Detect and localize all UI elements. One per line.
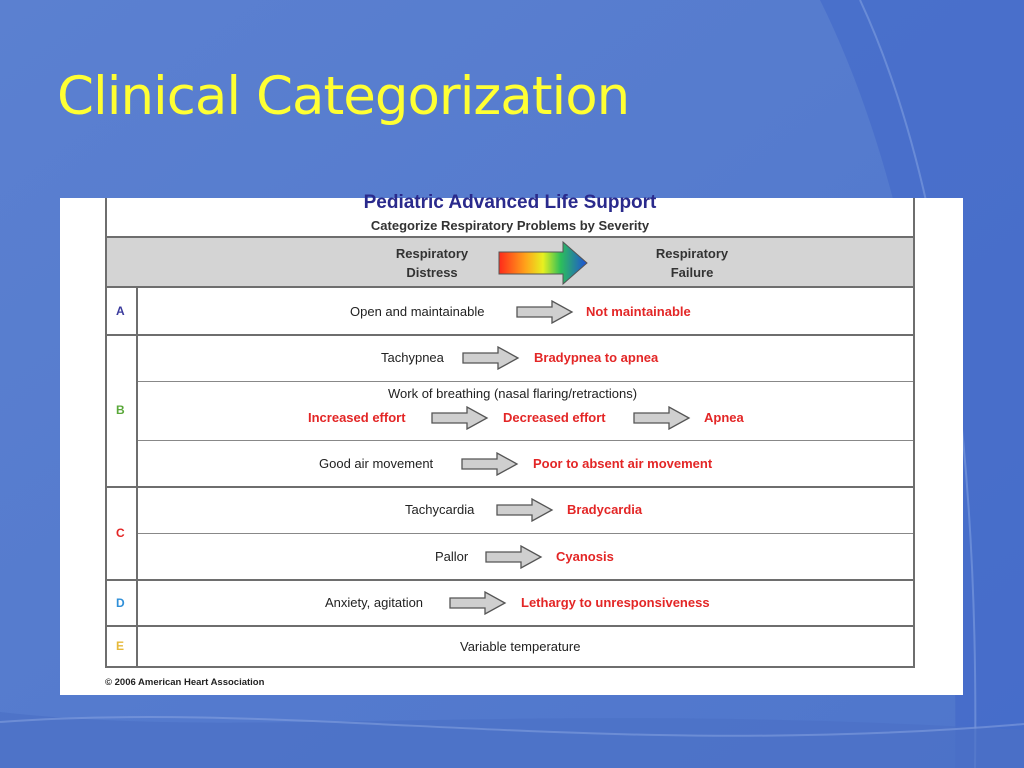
row-heart-rate [138,498,913,522]
row-d1-to: Lethargy to unresponsiveness [521,595,710,610]
arrow-right-icon [449,591,507,615]
row-b2-heading: Work of breathing (nasal flaring/retractions) [388,386,638,401]
row-d1-from: Anxiety, agitation [325,595,424,610]
row-a1-from: Open and maintainable [350,304,485,319]
row-c2-to: Cyanosis [556,549,614,564]
category-letter-b: B [116,403,125,417]
arrow-right-icon [485,545,543,569]
category-letter-d: D [116,596,125,610]
divider [107,334,913,336]
arrow-right-icon [516,300,574,324]
arrow-right-icon [431,406,489,430]
row-c2-from: Pallor [435,549,469,564]
row-skin-color [138,545,913,569]
row-a1-to: Not maintainable [586,304,691,319]
category-letter-c: C [116,526,125,540]
row-c1-from: Tachycardia [405,502,475,517]
row-mental-status [138,591,913,615]
category-letter-e: E [116,639,125,653]
divider [138,533,913,534]
distress-label [367,244,497,282]
figure-header [107,192,913,238]
row-b2-step1: Increased effort [308,410,406,425]
row-b1-to: Bradypnea to apnea [534,350,659,365]
arrow-right-icon [462,346,520,370]
row-airway [138,300,913,324]
figure-subtitle: Categorize Respiratory Problems by Severity [370,218,650,233]
row-b1-from: Tachypnea [381,350,444,365]
category-letter-a: A [116,304,125,318]
row-e1-text: Variable temperature [460,639,581,654]
row-b3-to: Poor to absent air movement [533,456,713,471]
slide-title: Clinical Categorization [57,66,630,127]
row-temperature [138,635,913,659]
divider [107,486,913,488]
distress-label-line1: Respiratory [395,246,469,261]
divider [138,381,913,382]
copyright-notice: © 2006 American Heart Association [105,677,265,688]
severity-table [105,192,915,668]
failure-label [627,244,757,282]
pals-figure [60,192,963,695]
figure-title: Pediatric Advanced Life Support [363,192,657,213]
row-breathing-rate [138,346,913,370]
severity-band [107,238,913,288]
distress-label-line2: Distress [406,265,458,280]
arrow-right-icon [461,452,519,476]
row-b3-from: Good air movement [319,456,434,471]
arrow-right-icon [633,406,691,430]
arrow-right-icon [496,498,554,522]
row-work-of-breathing [138,384,913,438]
divider [107,579,913,581]
severity-gradient-arrow-icon [497,240,589,286]
divider [107,625,913,627]
row-c1-to: Bradycardia [567,502,643,517]
row-b2-step2: Decreased effort [503,410,606,425]
divider [138,440,913,441]
failure-label-line1: Respiratory [655,246,729,261]
row-b2-step3: Apnea [704,410,744,425]
row-air-movement [138,452,913,476]
failure-label-line2: Failure [670,265,714,280]
